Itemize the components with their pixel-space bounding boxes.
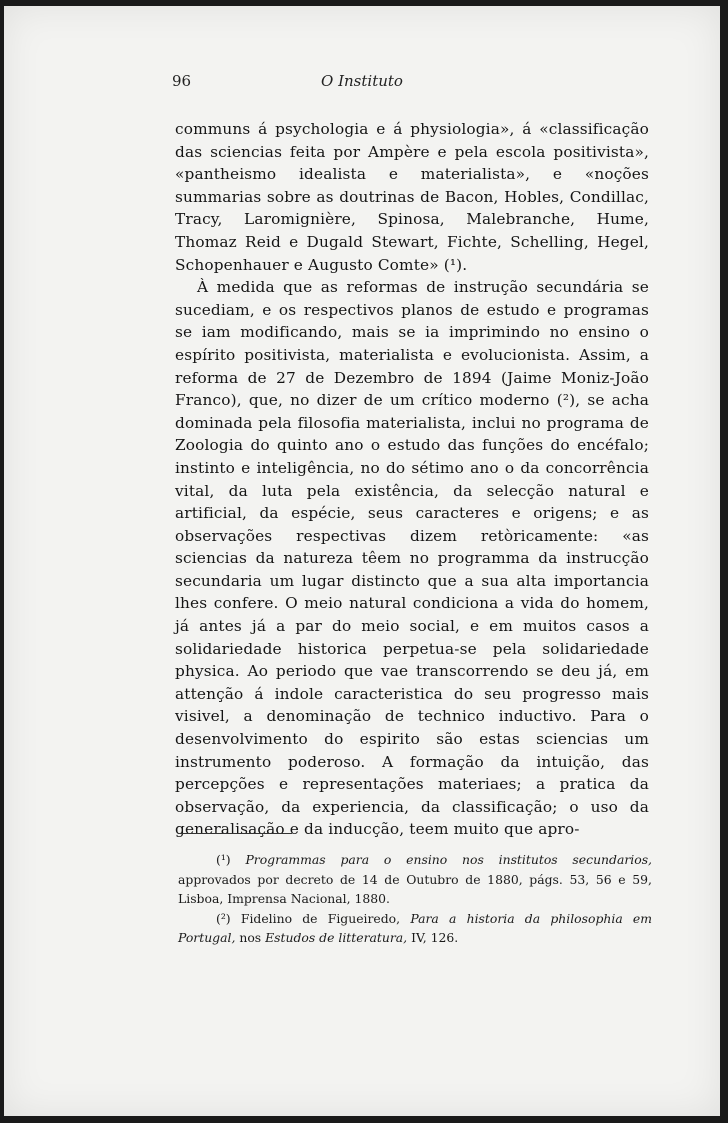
footnote-divider [180,833,292,834]
paragraph-1-text: communs á psychologia e á physiologia», á «classificação das sciencias feita por Ampère e pela escola positivista», «pantheismo idealista e materialista», e «noções summarias sobre as doutrinas de Bacon, Hobles, Condillac, Tracy, Laromignière, Spinosa, Malebranche, Hume, Thomaz Reid e Dugald Stewart, Fichte, Schelling, Hegel, Schopenhauer e Augusto Comte» [175,120,649,274]
paragraph-2-text-b: , se acha dominada pela filosofia materialista, inclui no programa de Zoologia do quinto ano o estudo das funções do encéfalo; instinto e inteligência, no do sétimo ano o da concorrência vital, da luta pela existência, da selecção natural e artificial, da espécie, seus caracteres e origens; e as observações respectivas dizem retòricamente: «as sciencias da natureza têem no programma da instrucção secundaria um lugar distincto que a sua alta importancia lhes confere. O meio natural condiciona a vida do homem, já antes já a par do meio social, e em muitos casos a solidariedade historica perpetua-se pela solidariedade physica. Ao periodo que vae transcorrendo se deu já, em attenção á indole caracteristica do seu progresso mais visivel, a denominação de technico inductivo. Para o desenvolvimento do espirito são estas sciencias um instrumento poderoso. A formação da intuição, das percepções e representações materiaes; a pratica da observação, da experiencia, da classificação; o uso da generalisação e da inducção, teem muito que apro- [175,391,650,839]
footnotes [178,850,652,948]
body-text [175,118,649,841]
footnote-ref-1: (¹). [443,255,468,274]
footnote-2-journal: Estudos de litteratura, [265,930,408,945]
footnote-1-rest: approvados por decreto de 14 de Outubro de 1880, págs. 53, 56 e 59, Lisboa, Imprensa Nacional, 1880. [178,871,652,906]
running-title: O Instituto [321,72,403,90]
footnote-1-title: Programmas para o ensino nos institutos secundarios, [245,852,652,867]
footnote-2-in: nos [239,930,262,945]
footnote-1 [178,850,652,909]
paragraph-2-text-a: À medida que as reformas de instrução secundária se sucediam, e os respectivos planos de estudo e programas se iam modificando, mais se ia imprimindo no ensino o espírito positivista, materialista e evolucionista. Assim, a reforma de 27 de Dezembro de 1894 (Jaime Moniz-João Franco), que, no dizer de um crítico moderno [175,278,649,410]
book-page [4,6,720,1116]
footnote-2-title: Para a historia da philosophia em Portugal, [178,910,652,945]
footnote-1-mark: (¹) [216,852,231,867]
paragraph-2 [175,276,649,841]
footnote-2-mark: (²) [216,910,231,926]
footnote-ref-2: (²) [556,391,576,410]
page-number: 96 [172,72,192,90]
footnote-2-author: Fidelino de Figueiredo, [240,910,401,926]
footnote-2-rest: IV, 126. [411,930,459,945]
footnote-2 [178,909,652,948]
paragraph-1 [175,118,649,276]
